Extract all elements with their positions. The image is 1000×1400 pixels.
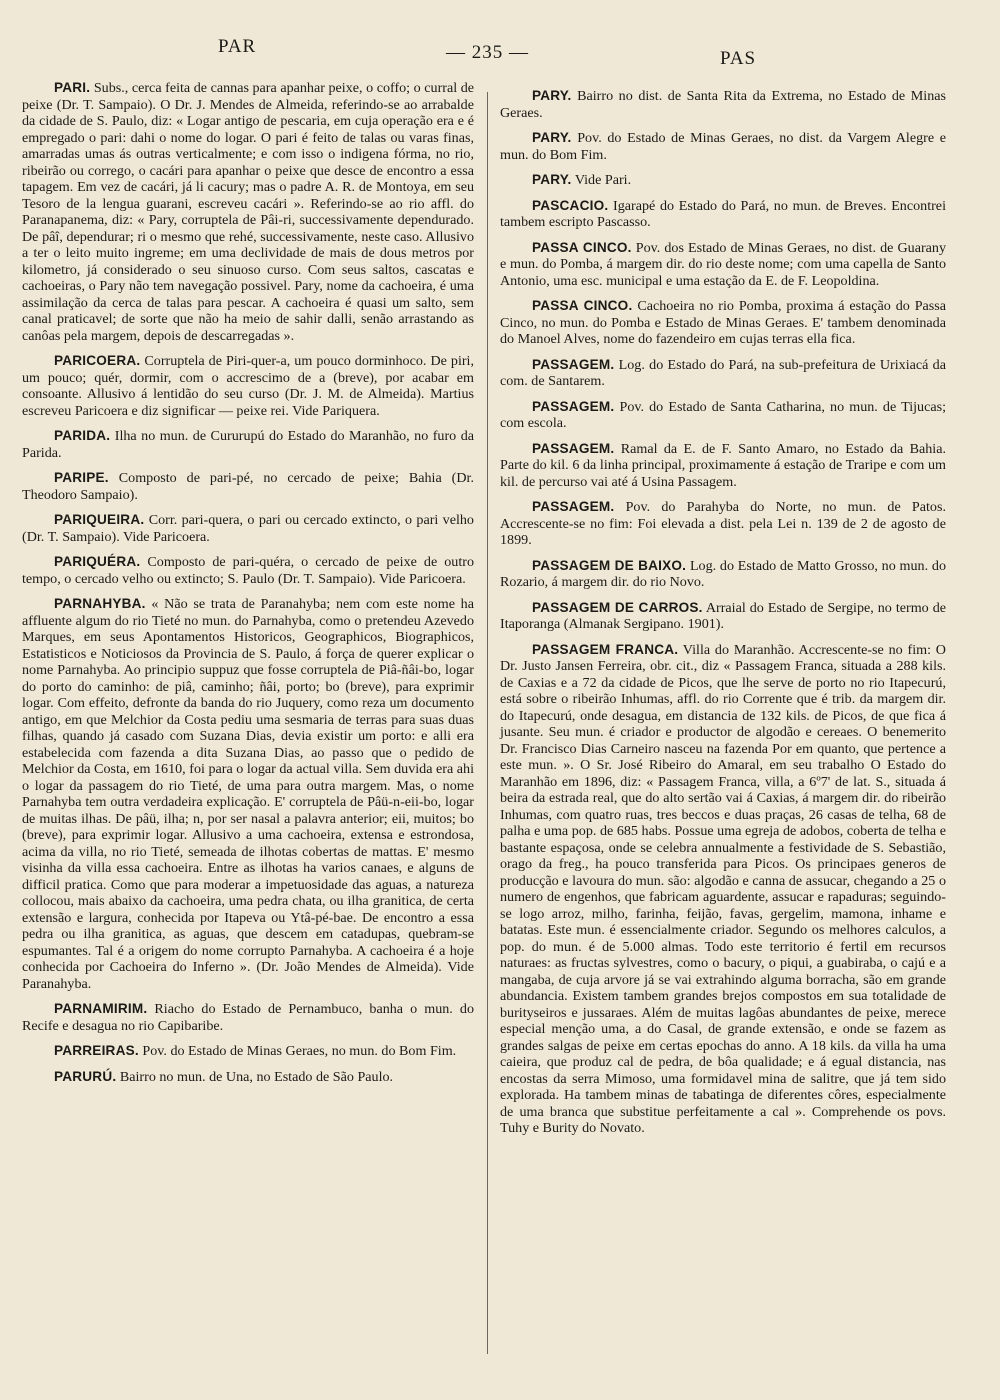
- entry: [22, 80, 474, 344]
- page-number: — 235 —: [446, 42, 529, 63]
- entry-headword: PARI.: [54, 80, 91, 95]
- entry-text: Pov. do Estado de Minas Geraes, no mun. do Bom Fim.: [142, 1043, 457, 1059]
- entry: [22, 1069, 474, 1086]
- entry: [22, 470, 474, 503]
- entry-headword: PASSAGEM DE CARROS.: [532, 599, 703, 615]
- entry-text: Cachoeira no rio Pomba, proxima á estação do Passa Cinco, no mun. do Pomba e Estado de Minas Geraes. E' tambem denominada do Manoel Alves, nome do fazendeiro em cujas terras ella fica.: [500, 298, 947, 347]
- entry: [500, 441, 946, 491]
- entry-headword: PASSAGEM FRANCA.: [532, 641, 679, 657]
- entry: [500, 357, 946, 390]
- entry-text: Composto de pari-pé, no cercado de peixe; Bahia (Dr. Theodoro Sampaio).: [22, 470, 474, 503]
- entry-text: Composto de pari-quéra, o cercado de peixe de outro tempo, o cercado velho ou extincto; S. Paulo (Dr. T. Sampaio). Vide Paricoera.: [22, 554, 474, 587]
- entry: [500, 130, 946, 163]
- entry-headword: PASSA CINCO.: [532, 239, 632, 255]
- entry-headword: PARIQUÉRA.: [54, 554, 141, 569]
- entry-text: Bairro no mun. de Una, no Estado de São Paulo.: [119, 1068, 394, 1085]
- entry-headword: PASSAGEM.: [532, 398, 615, 414]
- entry-headword: PASSAGEM DE BAIXO.: [532, 557, 687, 573]
- entry-text: Ilha no mun. de Cururupú do Estado do Maranhão, no furo da Parida.: [22, 428, 474, 461]
- entry-text: Pov. do Parahyba do Norte, no mun. de Patos. Accrescente-se no fim: Foi elevada a dist. pela Lei n. 139 de 2 de agosto de 1899.: [500, 499, 946, 548]
- entry: [500, 298, 946, 348]
- entry: [22, 428, 474, 461]
- right-column: [500, 88, 946, 1146]
- entry-headword: PARNAMIRIM.: [54, 1001, 148, 1016]
- entry-headword: PARNAHYBA.: [54, 596, 146, 611]
- entry-text: Subs., cerca feita de cannas para apanhar peixe, o coffo; o curral de peixe (Dr. T. Sampaio). O Dr. J. Mendes de Almeida, referindo-se ao arrabalde da cidade de S. Paulo, diz: « Logar antigo de pescaria, em cuja operação era e é empregado o pari: dahi o nome do logar. O pari é feito de talas ou varas finas, amarradas umas ás outras verticalmente; e com isso o indigena fórma, no rio, ribeirão ou corrego, o cacári para apanhar o peixe que desce de encontro a essa tapagem. Em vez de cacári, já li cacury; mas o padre A. R. de Montoya, em seu Tesoro de la lengua guarani, escreveu cacári ». Referindo-se ao rio affl. do Paranapanema, diz: « Pary, corruptela de Pâi-ri, successivamente dependurado. De pâî, dependurar; ri o mesmo que rehé, successivamente, neste caso. Allusivo a ter o leito muito ingreme; em uma declividade de mais de dous metros por kilometro, já considerado o seu sinuoso curso. Com seus saltos, cascatas e cachoeiras, o Pary não tem navegação possivel. Pary, nome da cachoeira, é uma assimilação da cerca de talas para pescar. A cachoeira é quasi um salto, sem canal praticavel; de sorte que não ha meio de sahir dalli, senão arrastando as canôas pela margem, depois de descarregadas ».: [22, 80, 474, 344]
- entry-text: Corruptela de Piri-quer-a, um pouco dorminhoco. De piri, um pouco; quér, dormir, com o accrescimo de a (breve), por acabar em consoante. Allusivo á lentidão do seu curso (Dr. J. M. de Almeida). Martius escreveu Paricoera e diz significar — peixe rei. Vide Pariquera.: [22, 353, 474, 419]
- entry-headword: PASCACIO.: [532, 197, 609, 213]
- entry: [500, 600, 946, 633]
- entry: [22, 1001, 474, 1034]
- entry-text: Pov. do Estado de Santa Catharina, no mun. de Tijucas; com escola.: [500, 398, 946, 431]
- entry: [500, 240, 946, 290]
- entry-text: Corr. pari-quera, o pari ou cercado extincto, o pari velho (Dr. T. Sampaio). Vide Paricoera.: [22, 512, 474, 545]
- entry: [500, 499, 946, 549]
- entry: [22, 1043, 474, 1060]
- entry-headword: PARICOERA.: [54, 353, 141, 368]
- entry-text: Riacho do Estado de Pernambuco, banha o mun. do Recife e desagua no rio Capibaribe.: [22, 1001, 474, 1034]
- entry: [22, 554, 474, 587]
- entry-headword: PARREIRAS.: [54, 1043, 139, 1058]
- entry: [500, 172, 946, 189]
- entry-text: Log. do Estado do Pará, na sub-prefeitura de Urixiacá da com. de Santarem.: [500, 356, 946, 389]
- entry-text: « Não se trata de Paranahyba; nem com este nome ha affluente algum do rio Tieté no mun. do Parnahyba, como o pretendeu Azevedo Marques, em seus Apontamentos Historicos, Geographicos, Biographicos, Estatisticos e Noticiosos da Provincia de S. Paulo, á força de querer explicar o nome Parnahyba. Ao principio suppuz que fosse corruptela de Piâ-ñâi-bo, logar do porto do caminho: de piâ, caminho; ñâi, porto; bo (breve), para exprimir logar. Com effeito, defronte da banda do rio Juquery, como reza um documento antigo, em que Melchior da Costa pediu uma sesmaria de terras para suas duas filhas, quando já casado com Suzana Dias, devia existir um porto: e alli era estabelecida com fazenda a dita Suzana Dias, ao passo que o pedido de Melchior da Costa, em 1610, foi para o logar da actual villa. Sem duvida era ahi o logar da passagem do rio Tieté, de uma para outra margem. Mas, o nome Parnahyba tem outra verdadeira explicação. E' corruptela de Pâü-n-eii-bo, logar de muitas ilhas. De pâü, ilha; n, por ser nasal a palavra anterior; eii, muitos; bo (breve), para exprimir logar. Allusivo a uma cachoeira, extensa e estrondosa, acima da villa, no rio Tieté, semeada de ilhotas cobertas de mattas. E' mesmo visinha da villa essa cachoeira. Entre as ilhotas ha varios canaes, e alguns de difficil pratica. Como que para moderar a impetuosidade das aguas, a natureza collocou, mais abaixo da cachoeira, uma pedra chata, ou ilha granitica, de certa extensão e largura, conhecida por Itapeva ou Ytâ-pé-bae. De encontro a essa pedra ou ilha granitica, as aguas, que descem em catadupas, quebram-se espumantes. Tal é a origem do nome corrupto Parnahyba. A cachoeira é a hoje conhecida por Cachoeira do Inferno ». (Dr. João Mendes de Almeida). Vide Paranahyba.: [22, 596, 474, 992]
- entry: [22, 353, 474, 419]
- entry-headword: PASSAGEM.: [532, 356, 615, 372]
- entry-headword: PARIQUEIRA.: [54, 512, 145, 527]
- entry: [500, 642, 946, 1137]
- entry-text: Arraial do Estado de Sergipe, no termo de Itaporanga (Almanak Sergipano. 1901).: [500, 599, 947, 632]
- entry-headword: PASSAGEM.: [532, 499, 615, 514]
- entry-headword: PARY.: [532, 172, 572, 187]
- entry: [500, 558, 946, 591]
- entry-text: Ramal da E. de F. Santo Amaro, no Estado da Bahia. Parte do kil. 6 da linha principal, proximamente á estação de Traripe e com um kil. de percurso vai até á Usina Passagem.: [500, 440, 946, 490]
- entry-text: Bairro no dist. de Santa Rita da Extrema, no Estado de Minas Geraes.: [500, 88, 946, 121]
- entry-headword: PASSA CINCO.: [532, 298, 633, 313]
- entry-text: Igarapé do Estado do Pará, no mun. de Breves. Encontrei tambem escripto Pascasso.: [500, 197, 946, 230]
- entry-headword: PARIDA.: [54, 428, 111, 443]
- entry-text: Pov. dos Estado de Minas Geraes, no dist. de Guarany e mun. do Pomba, á margem dir. do rio deste nome; com uma capella de Santo Antonio, uma esc. municipal e uma estação da E. de F. Leopoldina.: [500, 239, 946, 289]
- entry-headword: PARIPE.: [54, 470, 109, 485]
- entry-headword: PARURÚ.: [54, 1068, 117, 1084]
- running-head-right: PAS: [720, 48, 757, 69]
- entry-headword: PARY.: [532, 88, 572, 103]
- entry: [22, 596, 474, 992]
- column-divider: [487, 92, 488, 1354]
- entry-headword: PARY.: [532, 130, 572, 145]
- entry: [500, 88, 946, 121]
- running-head-left: PAR: [218, 36, 257, 57]
- entry-text: Villa do Maranhão. Accrescente-se no fim: O Dr. Justo Jansen Ferreira, obr. cit., diz « Passagem Franca, situada a 288 kils. de Caxias e a 72 da cidade de Picos, que lhe serve de porto no rio Itapecurú, está sobre o ribeirão Inhumas, affl. do rio Corrente que é trib. da margem dir. do Itapecurú, onde desagua, em distancia de 132 kils. de Picos, de que fica á jusante. Seu mun. é criador e productor de algodão e cereaes. O benemerito Dr. Francisco Dias Carneiro nasceu na fazenda Por em quanto, que pertence a este mun. ». O Sr. José Ribeiro do Amaral, em seu trabalho O Estado do Maranhão em 1896, diz: « Passagem Franca, villa, a 6º7' de lat. S., situada á beira da estrada real, que do alto sertão vai á Caxias, á margem dir. do ribeirão Inhumas, com quatro ruas, tres beccos e duas praças, 26 casas de telha, 68 de palha e uma pop. de 685 habs. Possue uma egreja de adobos, coberta de telha e bastante espaçosa, onde se celebra annualmente a festividade de S. Sebastião, orago da freg., ha pouco transferida para Picos. Os principaes generos de producção e lavoura do mun. são: algodão e canna de assucar, chegando a 25 o numero de engenhos, que fabricam aguardente, assucar e rapaduras; seguindo-se logo arroz, milho, farinha, feijão, favas, gergelim, mamona, inhame e batatas. Este mun. é essencialmente criador. Segundo os melhores calculos, a pop. do mun. é de 5.000 almas. Todo este territorio é fertil em recursos naturaes: as fructas sylvestres, como o bacury, o piqui, a guabiraba, o cajú e a mangaba, de cuja arvore já se vai extrahindo alguma borracha, são em grande abundancia. Existem tambem grandes brejos compostos em sua totalidade de burityseiros e jussaraes. Além de muitas lagôas abundantes de peixe, merece especial menção uma, a do Casal, de grande extensão, e onde se fazem as grandes salgas de peixe em certas epochas do anno. A 18 kils. da villa ha uma caieira, que produz cal de pedra, de bôa qualidade; e á egual distancia, nas encostas da serra Mimoso, uma formidavel mina de salitre, que já tem sido explorada. Ha tambem minas de tabatinga de diferentes côres, especialmente de uma branca que substitue perfeitamente a cal ». Comprehende os povs. Tuhy e Burity do Novato.: [500, 641, 946, 1136]
- entry-text: Log. do Estado de Matto Grosso, no mun. do Rozario, á margem dir. do rio Novo.: [500, 557, 946, 590]
- entry-headword: PASSAGEM.: [532, 440, 615, 456]
- entry: [500, 198, 946, 231]
- entry: [22, 512, 474, 545]
- entry-text: Pov. do Estado de Minas Geraes, no dist. da Vargem Alegre e mun. do Bom Fim.: [500, 130, 946, 163]
- entry-text: Vide Pari.: [574, 172, 632, 188]
- left-column: [22, 80, 474, 1094]
- entry: [500, 399, 946, 432]
